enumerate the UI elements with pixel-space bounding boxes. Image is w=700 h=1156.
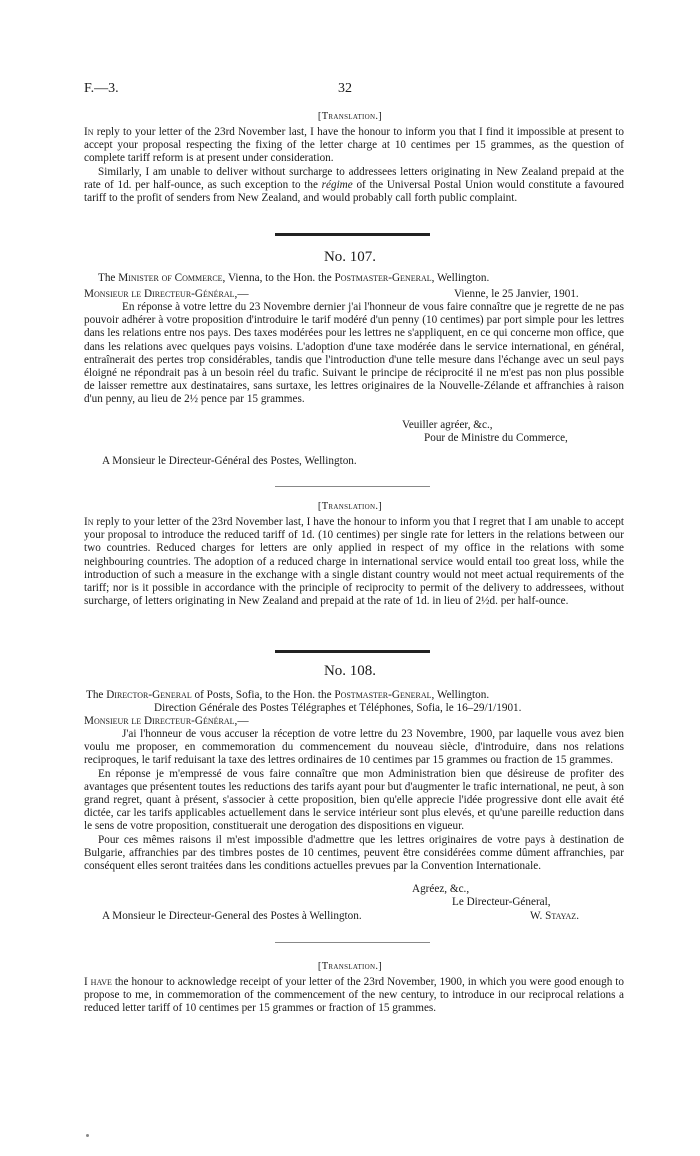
page-header xyxy=(84,82,624,100)
paragraph-text: of the Universal Postal Union would constitute a favoured tariff to the profit of senders from New Zealand, and would probably call forth public complaint. xyxy=(84,178,625,205)
place-date: Vienne, le 25 Janvier, 1901. xyxy=(454,288,579,300)
translation-divider xyxy=(275,486,430,487)
from-text: Wellington. xyxy=(437,272,490,284)
translation-heading: [Translation.] xyxy=(317,501,383,512)
section-divider xyxy=(275,650,430,653)
translation-paragraph xyxy=(84,166,624,206)
paragraph-text: reply to your letter of the 23rd November last, I have the honour to inform you that I regret that I am unable to accept your proposal to introduce the reduced tariff of 1d. (10 centimes) per single rate for letters in the relations between our two countries. Reduced charges for letters are only applied in respect of my office in the relations with some neighbouring countries. The adoption of a reduced charge in international service would entail too great loss, while the introduction of such a measure in the exchange with a single distant country would not meet actual requirements of the tariff; nor is it possible in accordance with the principle of reciprocity to permit of the delivery to addressees, without surcharge, of letters originating in New Zealand and prepaid at the rate of 1d. in lieu of 2½d. per half-ounce. xyxy=(84,516,625,608)
lead-word: I have xyxy=(84,976,112,988)
sender-title: Director-General xyxy=(106,689,192,701)
letter-paragraph: En réponse je m'empressé de vous faire connaître que mon Administration bien que désireuse de profiter des avantages que présentent toutes les reductions des tarifs ayant pour but d'augmenter le trafic international, ne peut, à son grand regret, quant à présent, s'associer à cette proposition, bien qu'elle apprecie l'idée progressive dont elle avait été dictée, car les tarifs applicables actuellement dans le service intérieur sont plus elevés, et qu'une pareille reduction dans le sens de votre proposition, constituerait une derogation des dispositions en vigueur. xyxy=(84,767,624,833)
page-number: 32 xyxy=(338,81,352,96)
from-text: Vienna, to the Hon. the xyxy=(227,272,332,284)
from-text: The xyxy=(86,689,104,701)
letter-from-line xyxy=(98,272,489,285)
translation-letter-107 xyxy=(84,516,624,608)
address-line: A Monsieur le Directeur-General des Postes à Wellington. xyxy=(102,910,362,922)
signature: W. Stayaz. xyxy=(530,910,579,922)
letter-number-108: No. 108. xyxy=(323,663,377,679)
paragraph-text: reply to your letter of the 23rd November last, I have the honour to inform you that I find it impossible at present to accept your proposal respecting the fixing of the letter charge at 10 centimes per 15 grammes, as the question of complete tariff reform is at present under consideration. xyxy=(84,126,624,165)
translation-heading: [Translation.] xyxy=(317,961,383,972)
lead-word: In xyxy=(84,126,94,138)
translation-heading: [Translation.] xyxy=(317,111,383,122)
letter-body-108 xyxy=(84,728,624,873)
address-line: A Monsieur le Directeur-Général des Postes, Wellington. xyxy=(102,455,357,467)
salutation: Monsieur le Directeur-Général,— xyxy=(84,715,249,727)
letter-paragraph: En réponse à votre lettre du 23 Novembre dernier j'ai l'honneur de vous faire connaître que je regrette de ne pas pouvoir adhérer à votre proposition d'introduire le tarif modéré d'un penny (10 centimes) par port simple pour les lettres dans les relations entre nos pays. Des taxes modérées pour les lettres ne s'appliquent, en ce qui concerne mon office, que dans les relations avec quelques pays voisins. L'adoption d'une taxe modérée dans le service international, en général, entraînerait des pertes trop considérables, tandis que l'introduction d'une telle mesure dans l'échange avec un seul pays éloigné ne répondrait pas à un besoin réel du trafic. Suivant le principe de réciprocité il ne m'est pas non plus possible de laisser remettre aux destinataires, sans surtaxe, les lettres originaires de la Nouvelle-Zélande et affranchies à raison d'un penny, au lieu de 2½ pence par 15 grammes. xyxy=(84,301,624,406)
translation-paragraph xyxy=(84,976,624,1016)
letter-paragraph: J'ai l'honneur de vous accuser la réception de votre lettre du 23 Novembre, 1900, par laquelle vous avez bien voulu me proposer, en commemoration du commencement du nouveau siècle, d'introduire, dans nos relations reciproques, le tarif reduisant la taxe des lettres ordinaires de 10 centimes par 15 grammes ou fraction de 15 grammes. xyxy=(84,728,624,767)
closing: Agréez, &c., xyxy=(412,883,470,895)
letter-body-107 xyxy=(84,301,624,407)
section-divider xyxy=(275,233,430,236)
from-text: Wellington. xyxy=(436,689,490,701)
document-reference: F.—3. xyxy=(84,81,119,96)
letter-number-107: No. 107. xyxy=(323,249,377,265)
scan-speck xyxy=(86,1134,89,1137)
from-text: of Posts, Sofia, to the Hon. the xyxy=(194,689,332,701)
letter-paragraph: Pour ces mêmes raisons il m'est impossible d'admettre que les lettres originaires de votre pays à destination de Bulgarie, affranchies par des timbres postes de 10 centimes, peuvent être considérées comme dûment affranchies, par conséquent elles seront traitées dans les conditions actuelles prevues par la Convention Internationale. xyxy=(84,833,624,873)
letterhead: Direction Générale des Postes Télégraphes et Téléphones, Sofia, le 16–29/1/1901. xyxy=(154,702,522,714)
translation-letter-108 xyxy=(84,976,624,1016)
translation-paragraph xyxy=(84,516,624,608)
italic-term: régime xyxy=(321,178,353,191)
from-text: The xyxy=(98,272,116,284)
letter-from-line xyxy=(86,689,489,702)
recipient-title: Postmaster-General, xyxy=(334,272,435,284)
translation-letter-1 xyxy=(84,126,624,205)
closing: Veuiller agréer, &c., xyxy=(402,419,493,431)
recipient-title: Postmaster-General, xyxy=(334,689,435,701)
paragraph-text: Similarly, I am unable to deliver without surcharge to addressees letters originating in New Zealand prepaid at the rate of 1d. per half-ounce, as such exception to the xyxy=(84,165,624,191)
lead-word: In xyxy=(84,516,94,528)
sender-title: Minister of Commerce, xyxy=(118,272,226,284)
salutation: Monsieur le Directeur-Général,— xyxy=(84,288,249,300)
signatory-title: Le Directeur-Géneral, xyxy=(452,896,551,908)
translation-paragraph xyxy=(84,126,624,166)
translation-divider xyxy=(275,942,430,943)
paragraph-text: the honour to acknowledge receipt of your letter of the 23rd November, 1900, in which you were good enough to propose to me, in commemoration of the commencement of the new century, to introduce in our reciprocal relations a reduced letter tariff of 10 centimes per 15 grammes or fraction of 15 grammes. xyxy=(84,976,624,1015)
signatory: Pour de Ministre du Commerce, xyxy=(424,432,568,444)
